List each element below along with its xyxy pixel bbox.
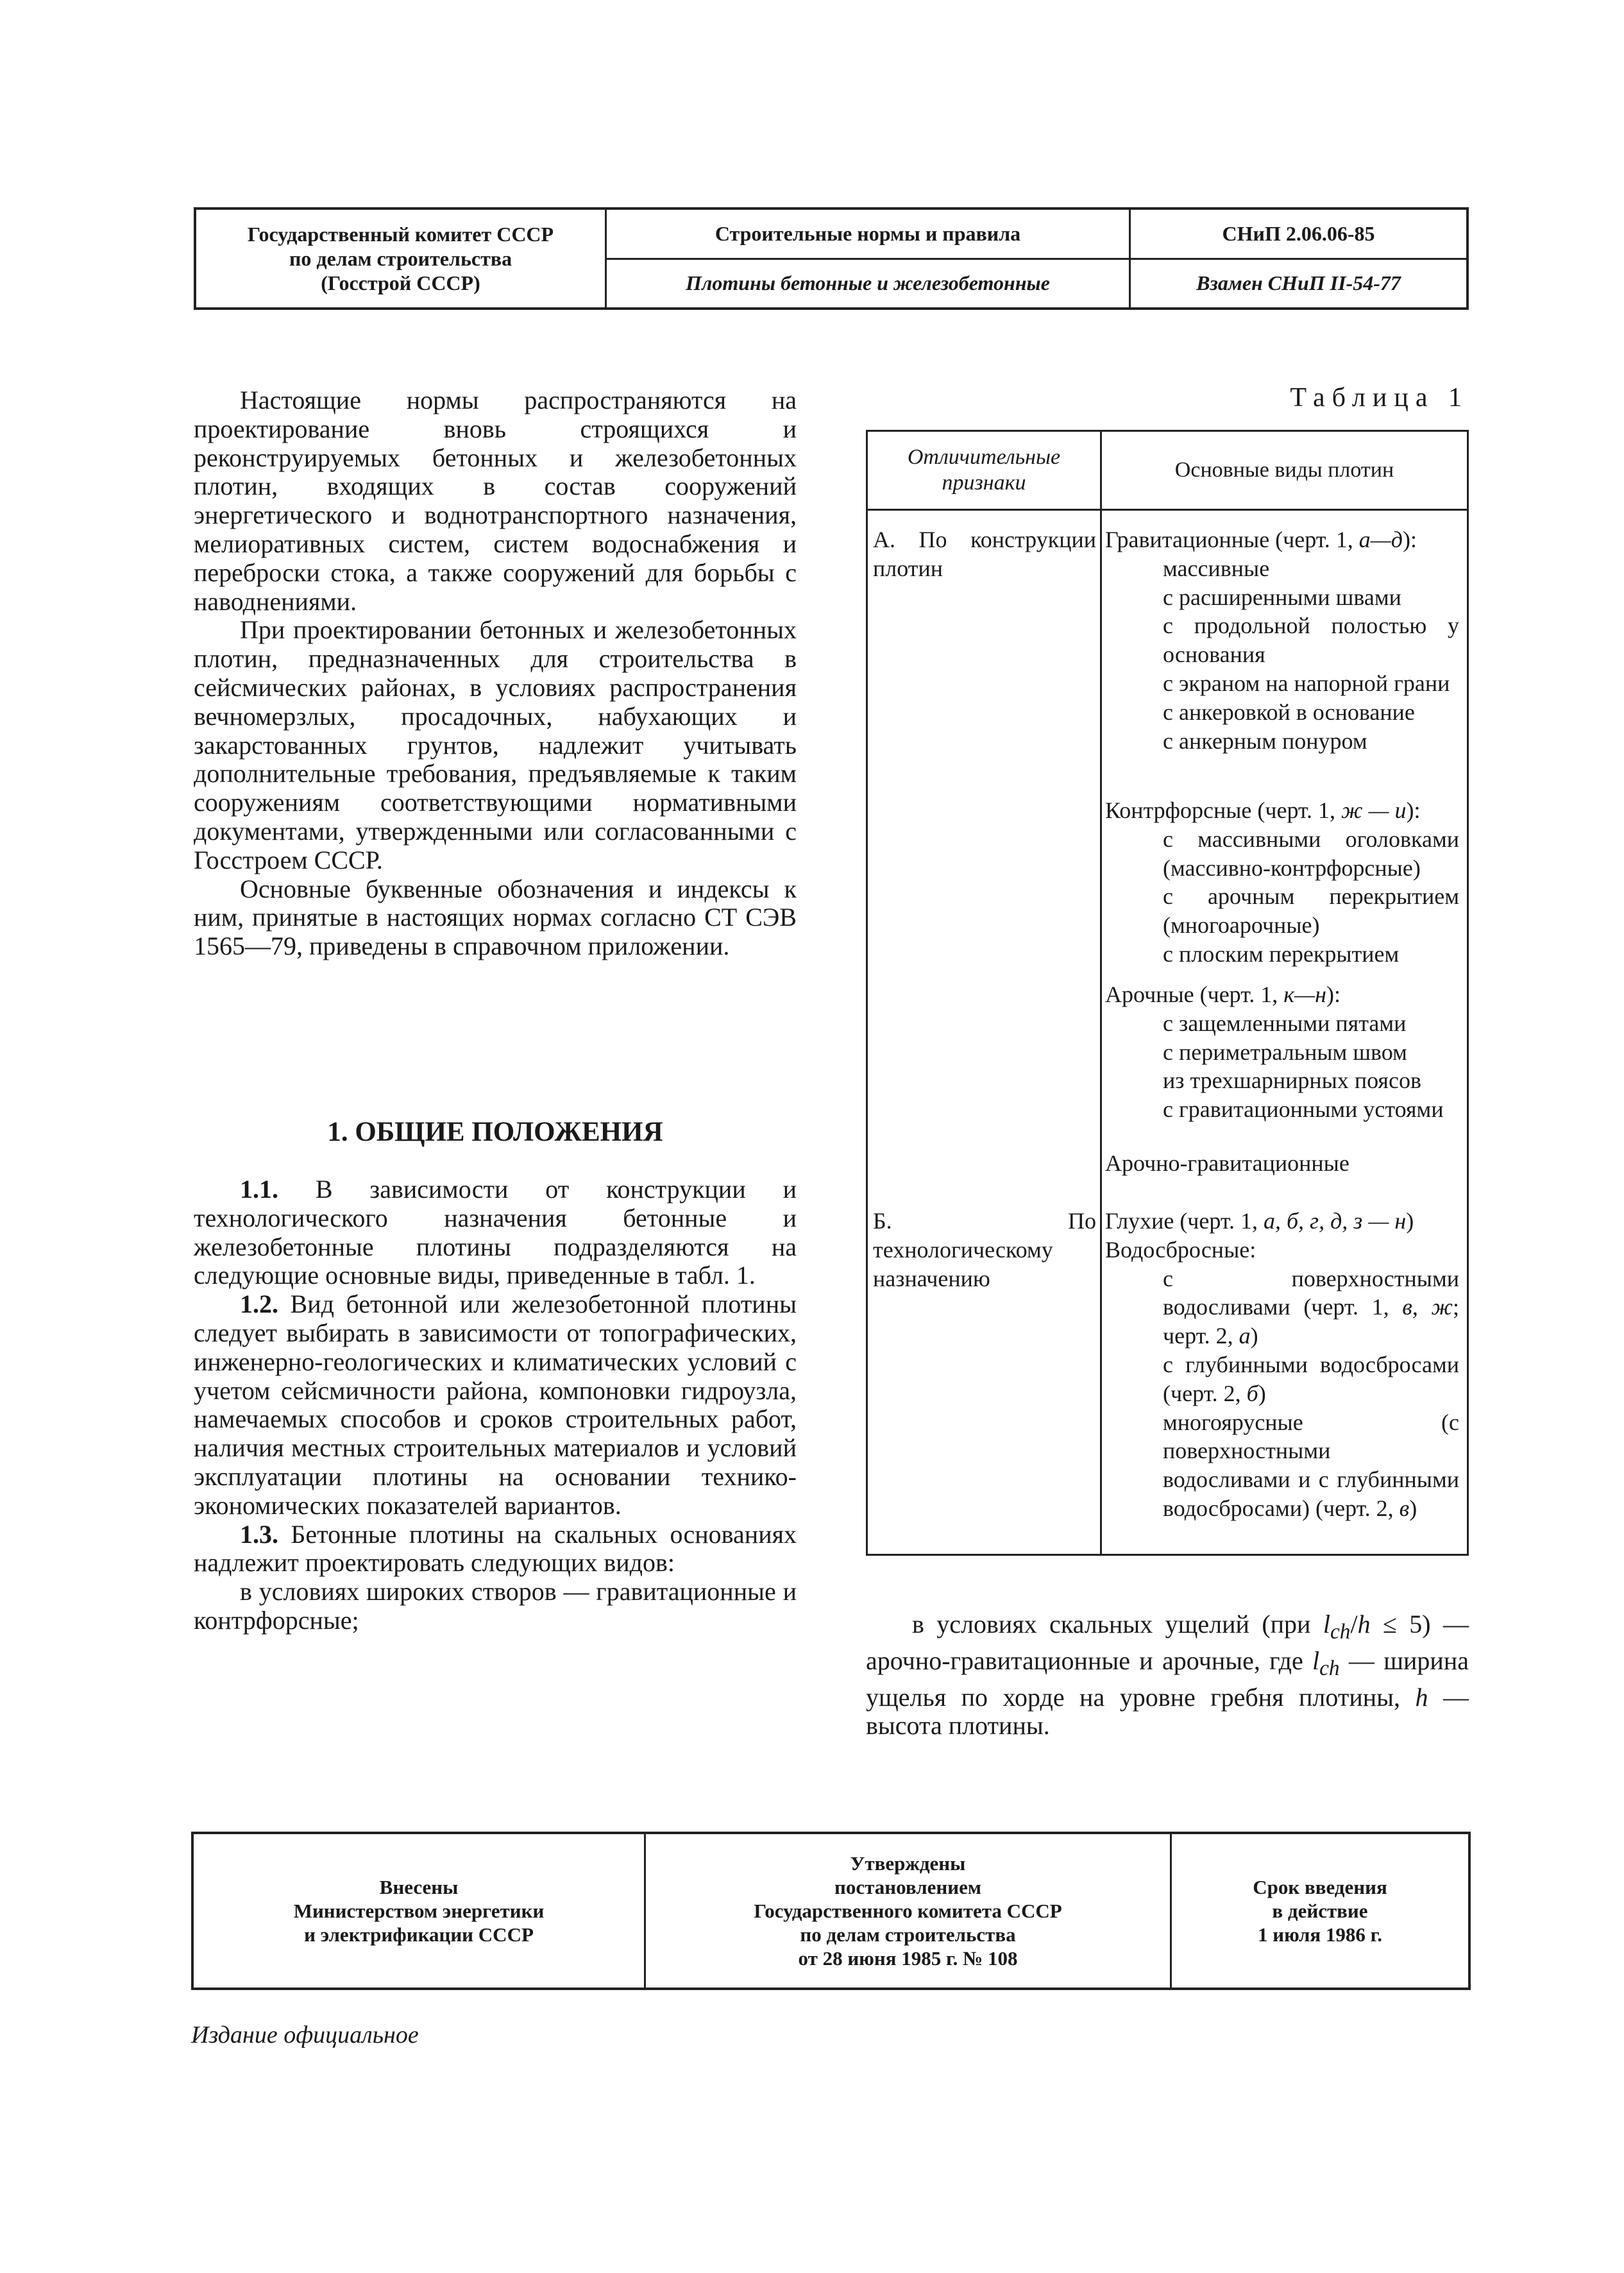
list-item: массивные (1163, 555, 1270, 581)
heading-tail: ) (1406, 1208, 1414, 1234)
effective-date (1172, 1834, 1468, 1988)
list-item (1105, 1408, 1459, 1523)
introduced-line: Внесены (379, 1876, 459, 1898)
table-col1-header: Отличительные признаки (907, 445, 1061, 495)
list-item: с гравитационными устоями (1163, 1096, 1444, 1123)
heading-text: Контрфорсные (черт. 1, (1105, 797, 1342, 823)
var-h: h (1415, 1682, 1428, 1712)
wide-sites-text: в условиях широких створов — гравитационные и контрфорсные; (194, 1577, 797, 1635)
item-text: многоярусные (с поверхностными водосливами и с глубинными водосбросами) (черт. 2, (1163, 1409, 1459, 1521)
org-line-2: по делам строительства (289, 247, 512, 270)
section-title: 1. ОБЩИЕ ПОЛОЖЕНИЯ (327, 1117, 663, 1147)
org-line-3: (Госстрой СССР) (321, 271, 480, 294)
text-run: — высота плотины. (866, 1682, 1469, 1741)
row-a-label: А. По конструкции плотин (873, 527, 1096, 581)
clause-text: В зависимости от конструкции и технологического назначения бетонные и железобетонные плотины подразделяются на следующие основные виды, приведенные в табл. 1. (194, 1175, 797, 1290)
approved-line: по делам строительства (800, 1923, 1016, 1946)
approved-line: Государственного комитета СССР (754, 1900, 1062, 1922)
drawing-ref: а (1239, 1323, 1251, 1349)
clause-1-2 (194, 1290, 797, 1520)
drawing-ref: к—н (1283, 982, 1326, 1007)
text-run: ≤ 5) — арочно-гравитационные и арочные, где (866, 1610, 1469, 1675)
drawing-ref: в (1399, 1495, 1410, 1521)
approved-line: от 28 июня 1985 г. № 108 (798, 1947, 1018, 1970)
item-text: с поверхностными водосливами (черт. 1, (1163, 1265, 1459, 1320)
clause-number: 1.2. (240, 1290, 278, 1319)
paragraph: При проектировании бетонных и железобетонных плотин, предназначенных для строительства в сейсмических районах, в условиях распространения вечномерзлых, просадочных, набухающих и закарстованных грунтов, надлежит учитывать дополнительные требования, предъявляемые к таким сооружениям соответствующими нормативными документами, утвержденными или согласованными с Госстроем СССР. (194, 615, 797, 874)
header-organization (196, 210, 607, 307)
list-item: с плоским перекрытием (1163, 941, 1400, 967)
list-item (1105, 1264, 1459, 1350)
document-header-table (194, 207, 1469, 310)
paragraph: Настоящие нормы распространяются на проектирование вновь строящихся и реконструируемых бетонных и железобетонных плотин, входящих в состав сооружений энергетического и воднотранспортного назначения, мелиоративных систем, систем водоснабжения и переброски стока, а также сооружений для борьбы с наводнениями. (194, 386, 797, 616)
item-end: ) (1250, 1323, 1258, 1349)
paragraph (866, 1610, 1469, 1741)
arch-gravity-item: Арочно-гравитационные (1105, 1150, 1349, 1176)
approved-line: постановлением (834, 1876, 981, 1898)
rocky-gorges-text (866, 1610, 1469, 1741)
item-end: ) (1409, 1495, 1417, 1521)
approval-footer-table (191, 1832, 1471, 1990)
blind-heading (1105, 1207, 1459, 1236)
doc-type: Строительные нормы и правила (607, 210, 1131, 258)
heading-text: Арочные (черт. 1, (1105, 982, 1284, 1007)
list-item: с периметральным швом (1163, 1039, 1407, 1065)
paragraph: Основные буквенные обозначения и индексы к ним, принятые в настоящих нормах согласно СТ СЭВ 1565—79, приведены в справочном приложении. (194, 874, 797, 961)
list-item: с анкерным понуром (1163, 728, 1367, 754)
clause-text: Вид бетонной или железобетонной плотины следует выбирать в зависимости от топографических, инженерно-геологических и климатических условий с учетом сейсмичности района, компоновки гидроузла, намечаемых способов и сроков строительных работ, наличия местных строительных материалов и условий эксплуатации плотины на основании технико-экономических показателей вариантов. (194, 1290, 797, 1520)
approved-line: Утверждены (850, 1852, 966, 1875)
list-item (1105, 1350, 1459, 1408)
arch-heading (1105, 980, 1459, 1009)
org-line-1: Государственный комитет СССР (247, 223, 554, 246)
heading-text: Глухие (черт. 1, (1105, 1208, 1264, 1234)
clause-text: Бетонные плотины на скальных основаниях надлежит проектировать следующих видов: (194, 1519, 797, 1578)
effective-line: в действие (1272, 1900, 1368, 1922)
spillway-heading: Водосбросные: (1105, 1236, 1256, 1263)
buttress-heading (1105, 796, 1459, 825)
clauses-text (194, 1175, 797, 1635)
doc-code: СНиП 2.06.06-85 (1222, 221, 1375, 245)
drawing-ref: в, ж (1402, 1294, 1453, 1320)
doc-title: Плотины бетонные и железобетонные (607, 260, 1131, 308)
effective-line: Срок введения (1253, 1876, 1387, 1898)
introduced-line: и электрификации СССР (304, 1923, 534, 1946)
text-run: в условиях скальных ущелий (при (912, 1610, 1323, 1639)
table-1 (866, 430, 1469, 1556)
list-item: с массивными оголовками (массивно-контрфорсные) (1163, 826, 1459, 881)
approved-by (646, 1834, 1172, 1988)
text-run: — ширина ущелья по хорде на уровне гребня плотины, (866, 1646, 1469, 1712)
list-item: с защемленными пятами (1163, 1010, 1407, 1036)
arch-group (1105, 980, 1459, 1124)
item-text: с глубинными водосбросами (черт. 2, (1163, 1351, 1459, 1406)
drawing-ref: ж — и (1341, 797, 1407, 823)
intro-text (194, 386, 797, 961)
var-l: l (1323, 1610, 1330, 1639)
heading-text: Гравитационные (черт. 1, (1105, 527, 1359, 552)
heading-tail: ): (1403, 527, 1417, 552)
introduced-by (194, 1834, 646, 1988)
var-l: l (1312, 1646, 1320, 1675)
drawing-ref: а—д (1358, 527, 1403, 552)
item-text: ; черт. 2, (1163, 1294, 1459, 1349)
gravity-heading (1105, 525, 1459, 554)
clause-1-1 (194, 1175, 797, 1290)
gravity-group (1105, 525, 1459, 755)
effective-line: 1 июля 1986 г. (1257, 1923, 1382, 1946)
table-caption: Таблица 1 (1290, 383, 1469, 413)
var-h: h (1357, 1610, 1371, 1639)
introduced-line: Министерством энергетики (293, 1900, 545, 1922)
drawing-ref: б (1246, 1380, 1258, 1406)
clause-1-3 (194, 1520, 797, 1578)
purpose-group (1105, 1207, 1459, 1523)
buttress-group (1105, 796, 1459, 969)
heading-tail: ): (1406, 797, 1421, 823)
clause-number: 1.3. (240, 1519, 278, 1549)
list-item: с анкеровкой в основание (1163, 699, 1415, 725)
edition-note: Издание официальное (191, 2022, 419, 2048)
var-ch: ch (1319, 1656, 1340, 1680)
doc-replaces: Взамен СНиП II-54-77 (1196, 271, 1401, 295)
list-item: с продольной полостью у основания (1163, 613, 1459, 668)
drawing-ref: а, б, г, д, з — н (1263, 1208, 1407, 1234)
clause-number: 1.1. (240, 1175, 278, 1204)
list-item: с экраном на напорной грани (1163, 670, 1450, 696)
item-end: ) (1258, 1380, 1266, 1406)
slash: / (1350, 1610, 1358, 1639)
heading-tail: ): (1326, 982, 1341, 1007)
var-ch: ch (1330, 1620, 1351, 1644)
list-item: из трехшарнирных поясов (1163, 1068, 1421, 1094)
list-item: с арочным перекрытием (многоарочные) (1163, 883, 1459, 939)
list-item: с расширенными швами (1163, 584, 1401, 610)
table-col2-header: Основные виды плотин (1174, 458, 1394, 482)
row-b-label: Б. По технологическому назначению (873, 1208, 1096, 1291)
